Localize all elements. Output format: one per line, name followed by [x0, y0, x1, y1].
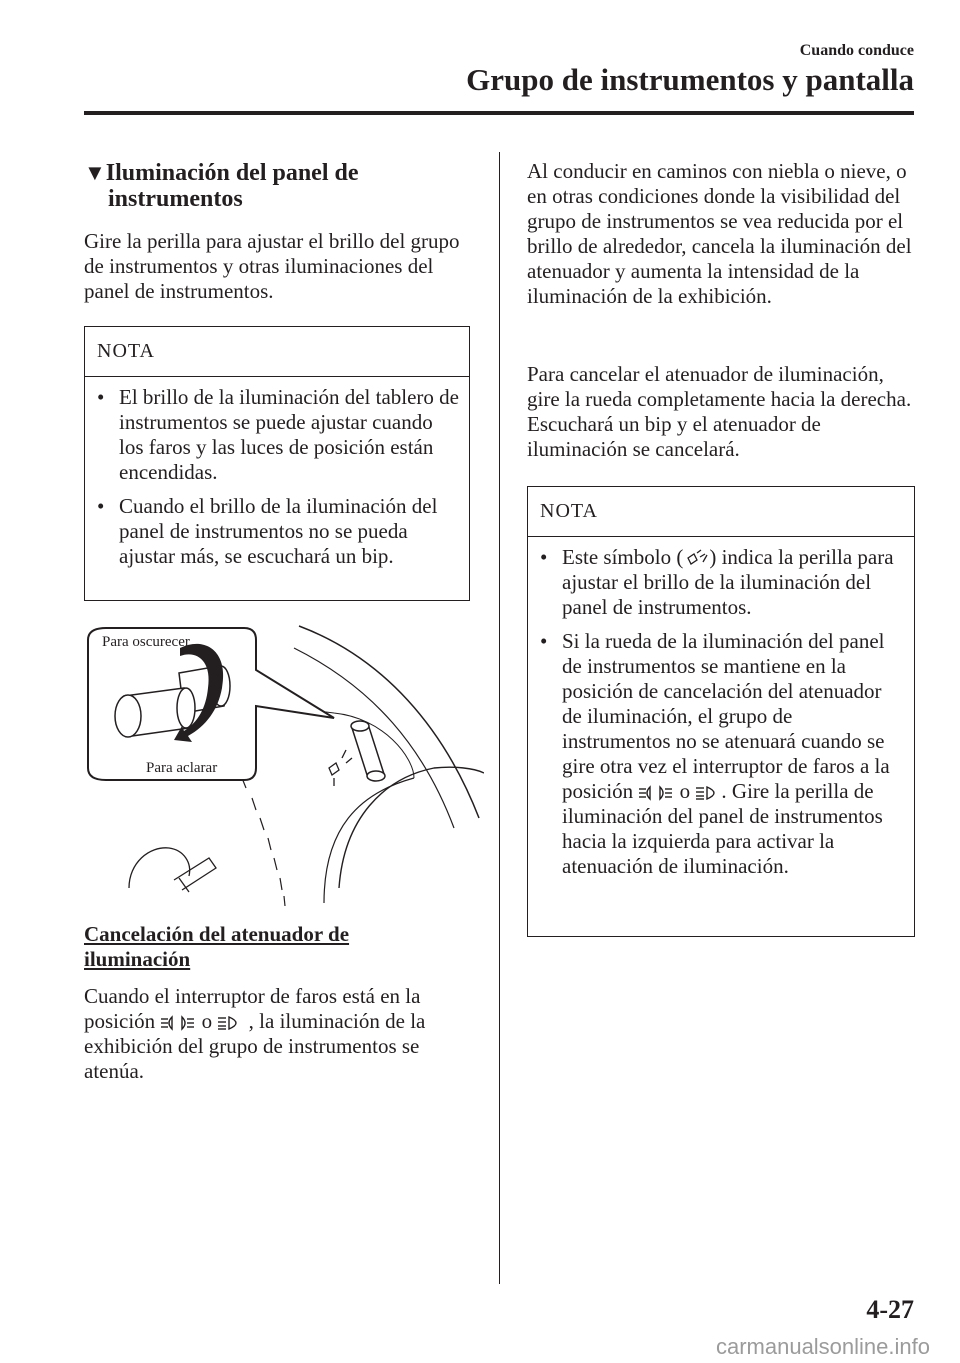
- note-item: • Cuando el brillo de la iluminación del panel de instrumentos no se pueda ajustar más, se escuchará un bip.: [97, 494, 438, 568]
- headlights-icon: [217, 1015, 243, 1031]
- column-divider: [499, 152, 500, 1284]
- headlights-icon: [695, 785, 721, 801]
- bullet-icon: •: [540, 545, 548, 569]
- cancel-paragraph: Cuando el interruptor de faros está en la posición o , la iluminación de la exhibición del grupo de instrumentos se atenúa.: [84, 984, 426, 1083]
- note-title: NOTA: [85, 327, 469, 377]
- right-paragraph-1: Al conducir en caminos con niebla o nieve, o en otras condiciones donde la visibilidad del grupo de instrumentos se vea reducida por el brillo de alrededor, cancela la iluminación del atenuador y aumenta la intensidad de la iluminación de la exhibición.: [527, 159, 912, 308]
- parking-lights-icon: [638, 785, 674, 801]
- intro-paragraph: Gire la perilla para ajustar el brillo del grupo de instrumentos y otras iluminaciones del panel de instrumentos.: [84, 229, 460, 303]
- note-item: • Si la rueda de la iluminación del panel de instrumentos se mantiene en la posición de cancelación del atenuador de iluminación, el grupo de instrumentos no se atenuará cuando se gire otra vez el interruptor de faros a la posición o . Gire la perilla de iluminación del panel de instrumentos hacia la izquierda para activar la atenuación de iluminación.: [540, 629, 890, 878]
- label-darker: Para oscurecer: [102, 634, 190, 650]
- note-list: [85, 377, 469, 588]
- section-marker-icon: ▼: [84, 160, 106, 185]
- watermark: carmanualsonline.info: [715, 1334, 930, 1359]
- header-section-label: Cuando conduce: [799, 42, 914, 59]
- right-paragraph-2: Para cancelar el atenuador de iluminación, gire la rueda completamente hacia la derecha. Escuchará un bip y el atenuador de iluminación se cancelará.: [527, 362, 912, 461]
- note-list: [528, 537, 914, 898]
- page-number: 4-27: [866, 1295, 914, 1324]
- parking-lights-icon: [160, 1015, 196, 1031]
- label-brighter: Para aclarar: [146, 760, 218, 776]
- dimmer-knob-illustration: [84, 618, 484, 910]
- illumination-dial-icon: [329, 750, 352, 786]
- header-rule: [84, 111, 914, 115]
- illumination-dial-icon: [683, 549, 709, 567]
- section-heading-line2: instrumentos: [108, 186, 243, 212]
- section-heading: [84, 160, 484, 212]
- cancel-heading: Cancelación del atenuador de iluminación: [84, 922, 350, 971]
- note-title: NOTA: [528, 487, 914, 537]
- section-heading-line1: Iluminación del panel de: [105, 160, 359, 186]
- page-title: Grupo de instrumentos y pantalla: [466, 62, 914, 97]
- note-item: • Este símbolo ( ) indica la perilla para ajustar el brillo de la iluminación del panel de instrumentos.: [540, 545, 894, 619]
- note-box-right: [527, 486, 915, 937]
- bullet-icon: •: [97, 494, 105, 518]
- bullet-icon: •: [540, 629, 548, 653]
- note-item: • El brillo de la iluminación del tablero de instrumentos se puede ajustar cuando los faros y las luces de posición están encendidas.: [97, 385, 459, 484]
- bullet-icon: •: [97, 385, 105, 409]
- note-box-left: [84, 326, 470, 601]
